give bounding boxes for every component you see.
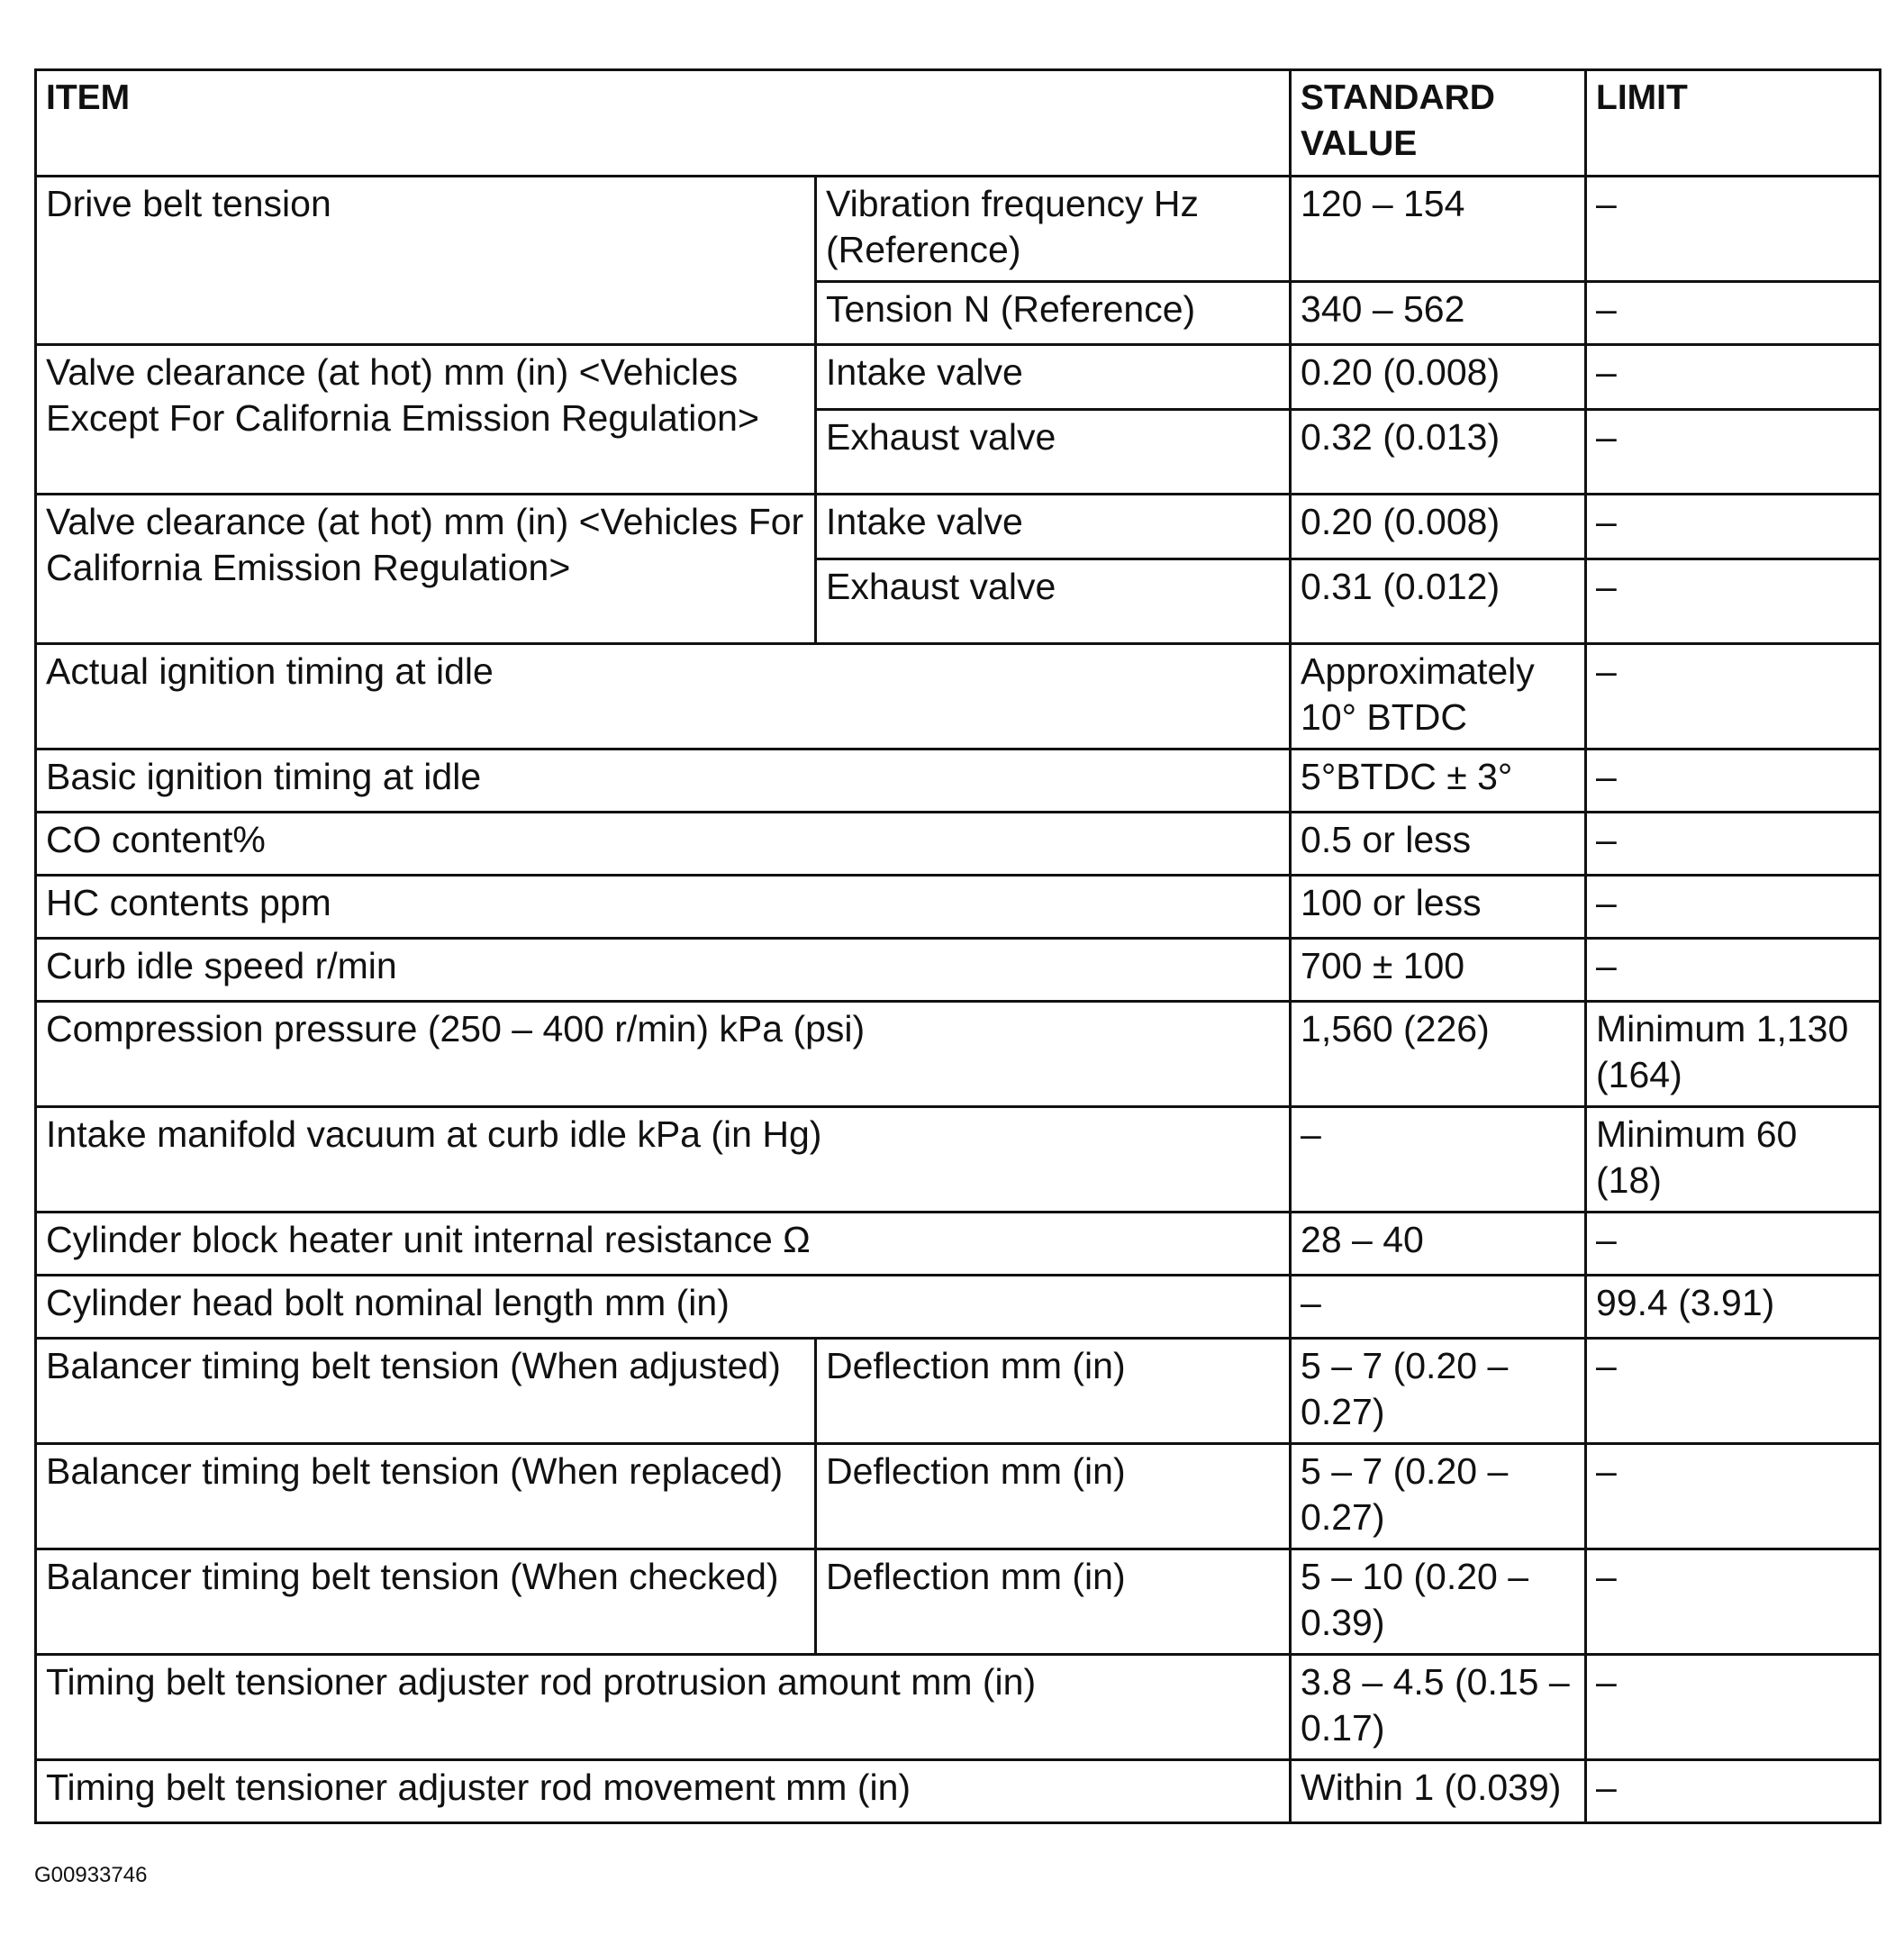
limit-cell: – — [1586, 939, 1881, 1002]
limit-cell: – — [1586, 1655, 1881, 1760]
standard-value-cell: 0.31 (0.012) — [1291, 559, 1586, 644]
table-row — [36, 345, 1881, 410]
item-cell: Timing belt tensioner adjuster rod protrusion amount mm (in) — [36, 1655, 1291, 1760]
standard-value-cell: 0.20 (0.008) — [1291, 345, 1586, 410]
table-row — [36, 813, 1881, 876]
subitem-cell: Intake valve — [816, 495, 1291, 559]
standard-value-cell: 5 – 7 (0.20 – 0.27) — [1291, 1339, 1586, 1444]
limit-cell: – — [1586, 495, 1881, 559]
standard-value-cell: 0.5 or less — [1291, 813, 1586, 876]
table-row — [36, 1213, 1881, 1276]
standard-value-cell: 100 or less — [1291, 876, 1586, 939]
limit-cell: – — [1586, 1549, 1881, 1655]
standard-value-cell: 5 – 10 (0.20 – 0.39) — [1291, 1549, 1586, 1655]
standard-value-cell: 1,560 (226) — [1291, 1002, 1586, 1107]
limit-cell: – — [1586, 1444, 1881, 1549]
table-row — [36, 1444, 1881, 1549]
limit-cell: – — [1586, 1760, 1881, 1823]
table-row — [36, 749, 1881, 813]
standard-value-cell: – — [1291, 1276, 1586, 1339]
standard-value-cell: 0.32 (0.013) — [1291, 410, 1586, 495]
item-cell: Balancer timing belt tension (When adjusted) — [36, 1339, 816, 1444]
standard-value-cell: – — [1291, 1107, 1586, 1213]
limit-cell: Minimum 1,130 (164) — [1586, 1002, 1881, 1107]
item-cell: Curb idle speed r/min — [36, 939, 1291, 1002]
subitem-cell: Intake valve — [816, 345, 1291, 410]
item-cell: Balancer timing belt tension (When checked) — [36, 1549, 816, 1655]
item-cell: Cylinder head bolt nominal length mm (in) — [36, 1276, 1291, 1339]
table-header-row — [36, 70, 1881, 177]
table-row — [36, 1107, 1881, 1213]
subitem-cell: Deflection mm (in) — [816, 1444, 1291, 1549]
limit-cell: – — [1586, 177, 1881, 282]
subitem-cell: Exhaust valve — [816, 410, 1291, 495]
table-row — [36, 1002, 1881, 1107]
limit-cell: – — [1586, 410, 1881, 495]
table-row — [36, 644, 1881, 749]
table-row — [36, 1760, 1881, 1823]
limit-cell: – — [1586, 1213, 1881, 1276]
limit-cell: – — [1586, 644, 1881, 749]
limit-cell: 99.4 (3.91) — [1586, 1276, 1881, 1339]
item-cell: Valve clearance (at hot) mm (in) <Vehicles For California Emission Regulation> — [36, 495, 816, 644]
limit-cell: – — [1586, 749, 1881, 813]
limit-cell: – — [1586, 559, 1881, 644]
standard-value-cell: 3.8 – 4.5 (0.15 – 0.17) — [1291, 1655, 1586, 1760]
limit-cell: – — [1586, 282, 1881, 345]
item-cell: Basic ignition timing at idle — [36, 749, 1291, 813]
subitem-cell: Exhaust valve — [816, 559, 1291, 644]
subitem-cell: Deflection mm (in) — [816, 1549, 1291, 1655]
limit-cell: – — [1586, 876, 1881, 939]
limit-cell: – — [1586, 813, 1881, 876]
table-row — [36, 177, 1881, 282]
standard-value-cell: 120 – 154 — [1291, 177, 1586, 282]
table-row — [36, 1549, 1881, 1655]
standard-value-cell: Within 1 (0.039) — [1291, 1760, 1586, 1823]
limit-cell: Minimum 60 (18) — [1586, 1107, 1881, 1213]
table-row — [36, 876, 1881, 939]
figure-id: G00933746 — [34, 1863, 148, 1887]
header-item: ITEM — [36, 70, 1291, 177]
table-row — [36, 1655, 1881, 1760]
table-row — [36, 1276, 1881, 1339]
item-cell: Compression pressure (250 – 400 r/min) kPa (psi) — [36, 1002, 1291, 1107]
standard-value-cell: 700 ± 100 — [1291, 939, 1586, 1002]
limit-cell: – — [1586, 345, 1881, 410]
item-cell: HC contents ppm — [36, 876, 1291, 939]
item-cell: CO content% — [36, 813, 1291, 876]
standard-value-cell: 5 – 7 (0.20 – 0.27) — [1291, 1444, 1586, 1549]
limit-cell: – — [1586, 1339, 1881, 1444]
subitem-cell: Deflection mm (in) — [816, 1339, 1291, 1444]
table-row — [36, 495, 1881, 559]
standard-value-cell: 340 – 562 — [1291, 282, 1586, 345]
item-cell: Actual ignition timing at idle — [36, 644, 1291, 749]
standard-value-cell: 0.20 (0.008) — [1291, 495, 1586, 559]
header-limit: LIMIT — [1586, 70, 1881, 177]
item-cell: Timing belt tensioner adjuster rod movement mm (in) — [36, 1760, 1291, 1823]
table-row — [36, 939, 1881, 1002]
header-standard-value: STANDARD VALUE — [1291, 70, 1586, 177]
item-cell: Cylinder block heater unit internal resistance Ω — [36, 1213, 1291, 1276]
standard-value-cell: 28 – 40 — [1291, 1213, 1586, 1276]
item-cell: Drive belt tension — [36, 177, 816, 345]
standard-value-cell: Approximately 10° BTDC — [1291, 644, 1586, 749]
item-cell: Intake manifold vacuum at curb idle kPa (in Hg) — [36, 1107, 1291, 1213]
specifications-table — [34, 68, 1881, 1824]
item-cell: Balancer timing belt tension (When replaced) — [36, 1444, 816, 1549]
table-row — [36, 1339, 1881, 1444]
subitem-cell: Vibration frequency Hz (Reference) — [816, 177, 1291, 282]
subitem-cell: Tension N (Reference) — [816, 282, 1291, 345]
item-cell: Valve clearance (at hot) mm (in) <Vehicles Except For California Emission Regulation> — [36, 345, 816, 495]
standard-value-cell: 5°BTDC ± 3° — [1291, 749, 1586, 813]
